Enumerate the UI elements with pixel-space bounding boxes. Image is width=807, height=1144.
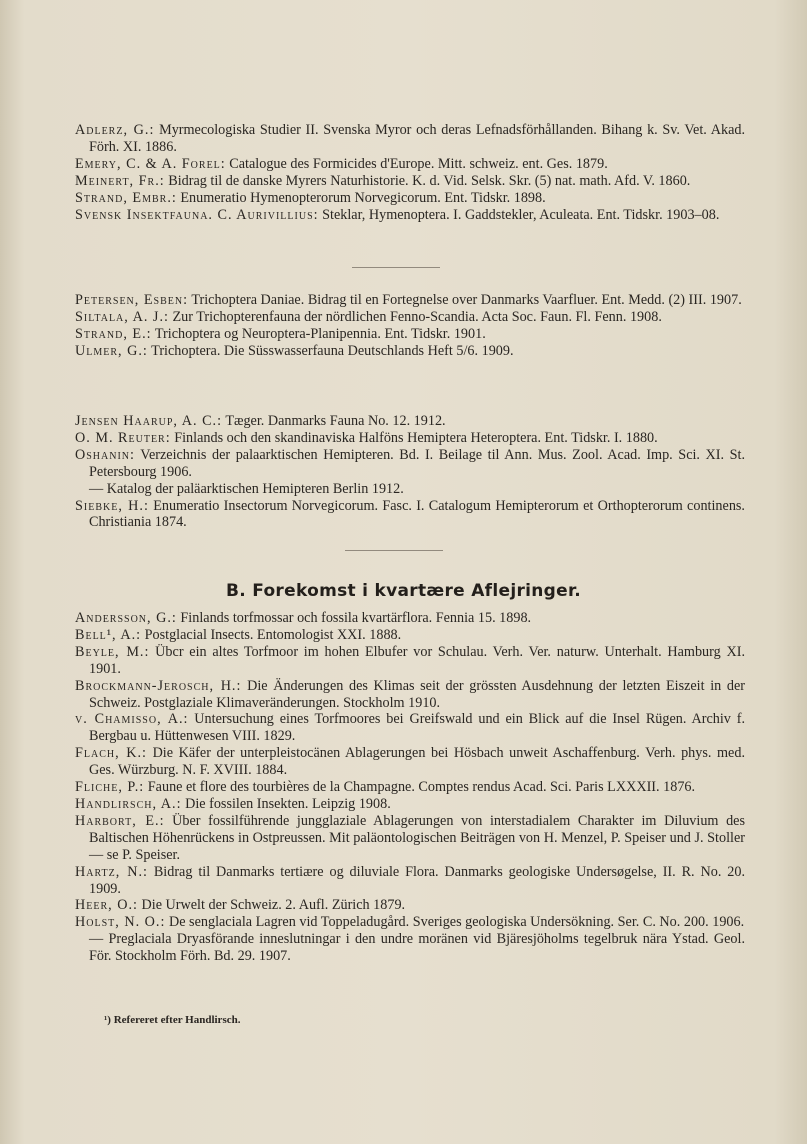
reference-entry: [75, 779, 745, 796]
reference-text: Finlands torfmossar och fossila kvartärflora. Fennia 15. 1898.: [176, 610, 532, 626]
reference-text: Steklar, Hymenoptera. I. Gaddstekler, Aculeata. Ent. Tidskr. 1903–08.: [318, 206, 720, 223]
reference-author: Beyle, M.:: [75, 643, 150, 660]
reference-entry: [75, 745, 745, 779]
section-divider: [352, 267, 440, 268]
reference-author: Oshanin:: [75, 446, 135, 463]
reference-author: Holst, N. O.:: [75, 914, 166, 931]
reference-ditto: —: [89, 931, 104, 948]
reference-author: v. Chamisso, A.:: [75, 711, 189, 728]
reference-author: Hartz, N.:: [75, 863, 148, 880]
reference-author: Emery, C. & A. Forel:: [75, 155, 226, 172]
reference-text: Faune et flore des tourbières de la Champagne. Comptes rendus Acad. Sci. Paris LXXXII. 1876.: [144, 779, 696, 796]
reference-entry: [75, 864, 745, 898]
reference-entry: [75, 644, 745, 678]
reference-text: Enumeratio Hymenopterorum Norvegicorum. Ent. Tidskr. 1898.: [176, 189, 546, 206]
reference-entry: [75, 796, 745, 813]
reference-text: Postglacial Insects. Entomologist XXI. 1888.: [141, 626, 402, 643]
reference-entry: [75, 498, 745, 532]
reference-group-quaternary: [75, 610, 745, 965]
reference-entry: [75, 897, 745, 914]
reference-text: Catalogue des Formicides d'Europe. Mitt. schweiz. ent. Ges. 1879.: [225, 155, 608, 172]
reference-author: Andersson, G.:: [75, 610, 177, 626]
reference-author: Fliche, P.:: [75, 779, 145, 796]
reference-author: Adlerz, G.:: [75, 122, 155, 138]
reference-entry: [75, 430, 745, 447]
reference-text: Trichoptera og Neuroptera-Planipennia. Ent. Tidskr. 1901.: [151, 325, 486, 342]
footnote: ¹) Refereret efter Handlirsch.: [104, 1014, 241, 1026]
reference-text: De senglaciala Lagren vid Toppeladugård. Sveriges geologiska Undersökning. Ser. C. No. 200. 1906.: [165, 914, 745, 931]
reference-entry: [75, 207, 745, 224]
reference-entry: [75, 173, 745, 190]
reference-entry: [75, 627, 745, 644]
reference-author: Siebke, H.:: [75, 497, 149, 514]
reference-ditto: —: [89, 480, 104, 497]
reference-text: Zur Trichopterenfauna der nördlichen Fenno-Scandia. Acta Soc. Faun. Fl. Fenn. 1908.: [168, 308, 662, 325]
reference-entry: [75, 326, 745, 343]
reference-text: Tæger. Danmarks Fauna No. 12. 1912.: [222, 413, 446, 429]
reference-entry: [75, 813, 745, 864]
reference-text: Trichoptera. Die Süsswasserfauna Deutschlands Heft 5/6. 1909.: [147, 342, 514, 359]
reference-text: Über fossilführende jungglaziale Ablagerungen von interstadialem Charakter im Diluvium des Baltischen Höhenrückens in Ostpreussen. Mit paläontologischen Beiträgen von H. Menzel, P. Speiser und J. Stoller — se P. Speiser.: [89, 812, 745, 863]
reference-entry: [75, 931, 745, 965]
reference-text: Finlands och den skandinaviska Halföns Hemiptera Heteroptera. Ent. Tidskr. I. 1880.: [170, 429, 658, 446]
reference-entry: [75, 914, 745, 931]
reference-author: Flach, K.:: [75, 745, 147, 762]
reference-author: Jensen Haarup, A. C.:: [75, 413, 223, 429]
reference-text: Enumeratio Insectorum Norvegicorum. Fasc. I. Catalogum Hemipterorum et Orthopterorum continens. Christiania 1874.: [89, 497, 745, 531]
reference-author: Ulmer, G.:: [75, 342, 148, 359]
reference-text: Die fossilen Insekten. Leipzig 1908.: [181, 795, 391, 812]
section-heading: B. Forekomst i kvartære Aflejringer.: [226, 581, 581, 601]
reference-entry: [75, 309, 745, 326]
reference-text: Übcr ein altes Torfmoor im hohen Elbufer vor Schulau. Verh. Ver. naturw. Unterhalt. Hamburg XI. 1901.: [89, 643, 745, 677]
reference-author: Brockmann-Jerosch, H.:: [75, 677, 242, 694]
reference-author: Meinert, Fr.:: [75, 172, 165, 189]
reference-entry: [75, 610, 745, 627]
reference-text: Trichoptera Daniae. Bidrag til en Fortegnelse over Danmarks Vaarfluer. Ent. Medd. (2) III. 1907.: [188, 292, 742, 308]
reference-author: Svensk Insektfauna. C. Aurivillius:: [75, 206, 319, 223]
reference-author: Bell¹, A.:: [75, 626, 142, 643]
reference-text: Die Käfer der unterpleistocänen Ablagerungen bei Hösbach unweit Aschaffenburg. Verh. phys. med. Ges. Würzburg. N. F. XVIII. 1884.: [89, 745, 745, 779]
reference-entry: [75, 447, 745, 481]
section-divider: [345, 550, 443, 551]
reference-author: Harbort, E.:: [75, 812, 165, 829]
reference-entry: [75, 343, 745, 360]
reference-text: Katalog der paläarktischen Hemipteren Berlin 1912.: [103, 480, 404, 497]
reference-text: Bidrag til de danske Myrers Naturhistorie. K. d. Vid. Selsk. Skr. (5) nat. math. Afd. V. 1860.: [164, 172, 691, 189]
reference-author: O. M. Reuter:: [75, 429, 171, 446]
reference-group-hemiptera: [75, 413, 745, 531]
reference-text: Verzeichnis der palaarktischen Hemipteren. Bd. I. Beilage til Ann. Mus. Zool. Acad. Imp. Sci. XI. St. Petersbourg 1906.: [89, 446, 745, 480]
reference-author: Heer, O.:: [75, 897, 138, 914]
reference-text: Die Änderungen des Klimas seit der grössten Ausdehnung der letzten Eiszeit in der Schweiz. Postglaziale Klimaveränderungen. Stockholm 1910.: [89, 677, 745, 711]
reference-entry: [75, 678, 745, 712]
reference-author: Petersen, Esben:: [75, 292, 189, 308]
reference-text: Preglaciala Dryasförande inneslutningar i den undre moränen vid Bjäresjöholms tegelbruk nära Ystad. Geol. För. Stockholm Förh. Bd. 29. 1907.: [89, 931, 745, 965]
reference-text: Untersuchung eines Torfmoores bei Greifswald und ein Blick auf die Insel Rügen. Archiv f. Bergbau u. Hüttenwesen VIII. 1829.: [89, 711, 745, 745]
reference-group-trichoptera: [75, 292, 745, 360]
reference-entry: [75, 413, 745, 430]
reference-text: Die Urwelt der Schweiz. 2. Aufl. Zürich 1879.: [137, 897, 406, 914]
reference-author: Strand, E.:: [75, 325, 152, 342]
reference-author: Strand, Embr.:: [75, 189, 177, 206]
reference-entry: [75, 481, 745, 498]
reference-text: Bidrag til Danmarks tertiære og diluviale Flora. Danmarks geologiske Undersøgelse, II. R. No. 20. 1909.: [89, 863, 745, 897]
reference-entry: [75, 156, 745, 173]
reference-author: Handlirsch, A.:: [75, 795, 182, 812]
reference-entry: [75, 711, 745, 745]
reference-group-hymenoptera: [75, 122, 745, 223]
reference-entry: [75, 190, 745, 207]
reference-author: Siltala, A. J.:: [75, 308, 169, 325]
reference-entry: [75, 122, 745, 156]
reference-entry: [75, 292, 745, 309]
reference-text: Myrmecologiska Studier II. Svenska Myror och deras Lefnadsförhållanden. Bihang k. Sv. Vet. Akad. Förh. XI. 1886.: [89, 122, 746, 155]
